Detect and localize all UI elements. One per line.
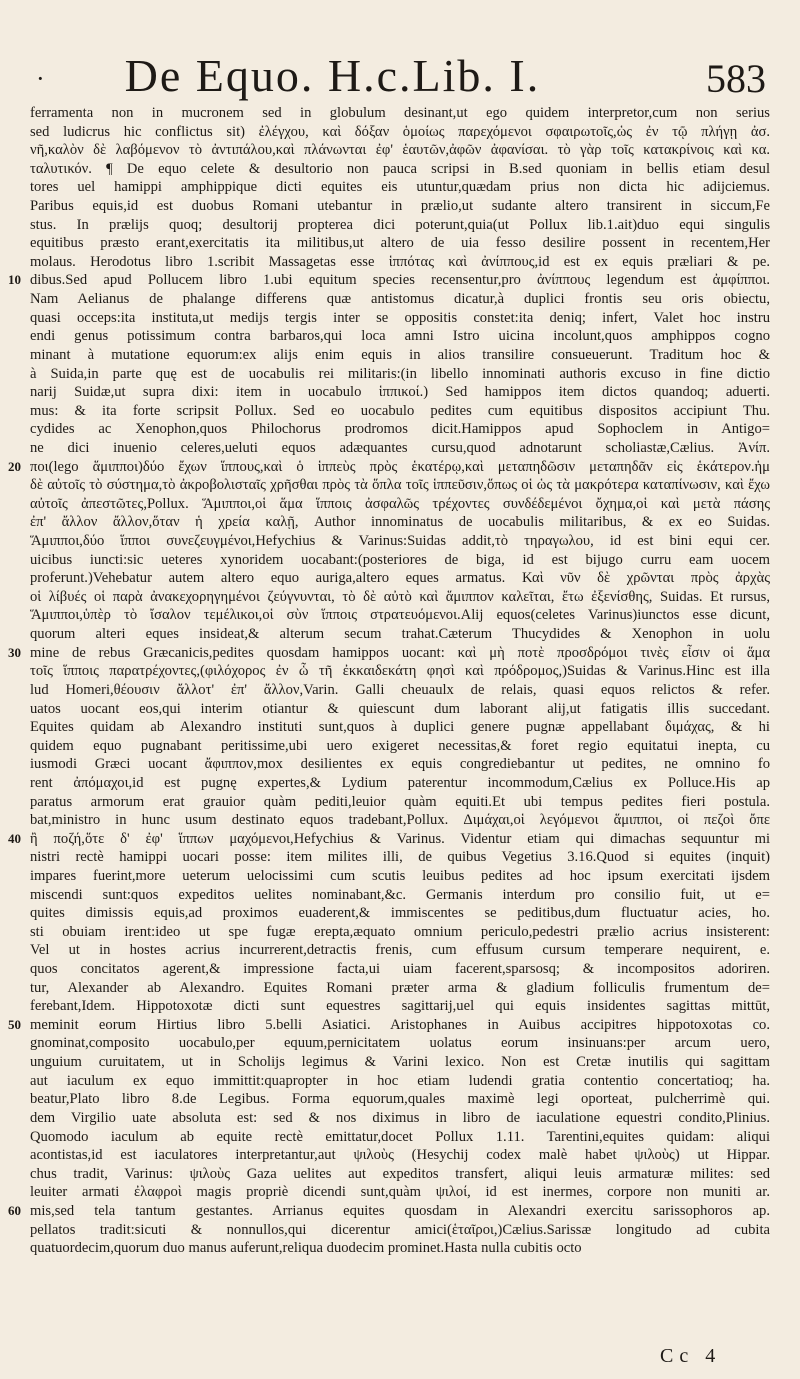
text-line [30, 1146, 770, 1165]
text-line-content: minant à mutatione equorum:ex alijs enim equis in alios transilire consueuerunt. Traditum hoc & [30, 346, 770, 363]
page-header [30, 42, 770, 102]
text-line [30, 402, 770, 421]
text-line [30, 383, 770, 402]
text-line [30, 737, 770, 756]
line-number: 10 [8, 272, 21, 288]
text-line [30, 420, 770, 439]
text-line [30, 700, 770, 719]
text-line [30, 1109, 770, 1128]
text-line [30, 197, 770, 216]
text-line [30, 793, 770, 812]
text-line-content: paratus armorum erat grauior quàm pediti,leuior quàm equiti.Et ubi tempus pedites fieri postula. [30, 793, 770, 810]
text-line-content: nistri rectè hamippi uocari posse: item milites illi, de quibus Vegetius 3.16.Quod si equites (inquit) [30, 849, 770, 866]
line-number: 30 [8, 644, 21, 660]
text-line-content: ταλυτικόν. ¶ De equo celete & desultorio non pauca scripsi in B.sed quoniam in bellis etiam desul [30, 160, 770, 177]
text-line-content: lud Homeri,θέουσιν ἄλλοτ' ἐπ' ἄλλον,Varin. Galli cheuaulx de relais, quasi equos relictos & refer. [30, 681, 770, 698]
text-line-content: quasi occeps:ita instituta,ut medijs tergis inter se oppositis constet:ita deniq; infert, Valet hoc instru [30, 309, 770, 326]
text-line [30, 513, 770, 532]
text-line [30, 104, 770, 123]
text-line-content: dem Virgilio uate absoluta est: sed & nos diximus in libro de iaculatione equestri condito,Plinius. [30, 1109, 770, 1126]
text-line-content: impares fuerint,more ueterum uelocissimi cum scutis leuibus pedites ad hoc ipsum exercitati ijsdem [30, 867, 770, 884]
text-line-content: narij Suidæ,ut supra dixi: item in uocabulo ἱππικοί.) Sed hamippos item dictos quandoq; aduerti. [30, 384, 770, 401]
text-line-content: molaus. Herodotus libro 1.scribit Massagetas esse ἱππότας καὶ ἀνίππους,id est ex equis præliari & pe. [30, 253, 770, 270]
text-line [30, 290, 770, 309]
text-line-content: leuiter armati ἐλαφροὶ magis propriè dicendi sunt,quàm ψιλοί, id est inermes, corpore non muniti ar. [30, 1184, 770, 1201]
text-line [8, 1016, 770, 1035]
text-line [30, 904, 770, 923]
text-line-content: aut iaculum ex equo immittit:quapropter in hoc etiam ludendi gratia contentio concertatioq; ha. [30, 1072, 770, 1089]
text-line [30, 551, 770, 570]
text-line [30, 365, 770, 384]
text-line-content: ferebant,Idem. Hippotoxotæ dicti sunt equestres sagittarij,uel qui equis insidentes sagittas mittūt, [30, 998, 770, 1015]
text-line-content: chus tradit, Varinus: ψιλοὺς Gaza uelites aut expeditos transfert, aliqui leuis armaturæ milites: sed [30, 1165, 770, 1182]
text-line [30, 1034, 770, 1053]
text-line [30, 960, 770, 979]
text-line-content: cydides ac Xenophon,quos Philochorus prodromos dicit.Hamippos apud Sophoclem in Antigo= [30, 421, 770, 438]
text-line-content: quatuordecim,quorum duo manus auferunt,reliqua duodecim prominet.Hasta nulla cubitis octo [30, 1240, 582, 1257]
line-number: 40 [8, 830, 21, 846]
text-line [30, 718, 770, 737]
line-number: 60 [8, 1202, 21, 1218]
text-line [30, 476, 770, 495]
text-line [30, 234, 770, 253]
text-line [30, 532, 770, 551]
text-line-content: à Suida,in parte quę est de uocabulis rei militaris:(in libello innominati authoris excuso in fine dictio [30, 365, 770, 382]
text-line-content: tur, Alexander ab Alexandro. Equites Romani præter arma & gladium folliculis frumentum de= [30, 979, 770, 996]
text-body [8, 104, 770, 1258]
text-line [30, 774, 770, 793]
text-line-content: Nam Aelianus de phalange differens quæ antistomus dicatur,à duplici frontis seu oris obiectu, [30, 291, 770, 308]
text-line [30, 1183, 770, 1202]
header-marker: · [36, 64, 45, 93]
text-line-content: Ἅμιπποι,δύο ἵπποι συνεζευγμένοι,Hefychius & Varinus:Suidas addit,τὸ τηραγωλου, id est bini equi cer. [30, 533, 770, 550]
text-line-content: quos concitatos agerent,& impressione facta,ui uiam facerent,sparsosq; & incompositos adoriren. [30, 961, 770, 978]
text-line-content: bat,ministro in hunc usum destinato equos tradebant,Pollux. Διμάχαι,οἱ λεγόμενοι ἅμιπποι, οἱ πεζοὶ ὄπε [30, 812, 770, 829]
text-line [30, 1072, 770, 1091]
text-line-content: Equites quidam ab Alexandro instituti sunt,quos à duplici genere pugnæ appellabant διμάχας, & hi [30, 719, 770, 736]
text-line [30, 1128, 770, 1147]
text-line [30, 755, 770, 774]
text-line-content: unguium curuitatem, ut in Scholijs legimus & Varini lexico. Non est Cretæ inutilis qui sagittam [30, 1054, 770, 1071]
text-line-content: stus. In prælijs quoq; desultorij propterea dici poterunt,quia(ut Pollux lib.1.ait)duo equi singulis [30, 216, 770, 233]
page-number: 583 [706, 56, 766, 101]
text-line [30, 309, 770, 328]
text-line [30, 346, 770, 365]
text-line [30, 811, 770, 830]
text-line-content: sed ludicrus hic conflictus sit) ἐλέγχου, καὶ δόξαν ὁμοίως παρεχόμενοι σφαιρωτοῖς,ὡς ἐν τῷ πλήγῃ ἀσ. [30, 123, 770, 140]
text-line [8, 644, 770, 663]
text-line [30, 123, 770, 142]
text-line-content: quidem equo pugnabant peritissime,ubi uero exigeret necessitas,& foret regio equitatui inepta, cu [30, 737, 770, 754]
text-line [8, 458, 770, 477]
text-line [30, 569, 770, 588]
text-line-content: αὐτοῖς ἀπεστῶτες,Pollux. Ἅμιπποι,οἱ ἅμα ἵπποις ἀσφαλῶς τρέχοντες συνδέδεμένοι ὄχημα,οἱ καὶ μετὰ πάσης [30, 495, 770, 512]
text-line [30, 1221, 770, 1240]
text-line [30, 662, 770, 681]
text-line [30, 141, 770, 160]
text-line-content: sti obuiam irent:ideo ut spe fugæ erepta,æquato omnium periculo,pedestri prælio acrius insisterent: [30, 923, 770, 940]
line-number: 20 [8, 458, 21, 474]
text-line-content: uatos uocant eos,qui interim otiantur & quiescunt dum laborant alij,ut fatigatis illis succedant. [30, 700, 770, 717]
text-line [8, 1202, 770, 1221]
text-line-content: iusmodi Græci uocant ἄφιππον,mox desilientes ex equis congrediebantur ut pedites, ne omnino fo [30, 756, 770, 773]
text-line [30, 327, 770, 346]
text-line [30, 848, 770, 867]
text-line-content: οἱ λίβυές οἱ παρὰ ἀνακεχορηγημένοι ζεύγνυνται, τὸ δὲ αὐτὸ καὶ ἅμιππον καλεῖται, ἔτω ἐξενίσθης, Suidas. Et rursus, [30, 588, 770, 605]
text-line [30, 923, 770, 942]
text-line [30, 495, 770, 514]
text-line-content: mine de rebus Græcanicis,pedites quosdam hamippos uocant: καὶ μὴ ποτὲ προσδρόμοι τινὲς εἶσιν οἱ ἅμα [30, 644, 770, 661]
text-line-content: ποι(lego ἅμιπποι)δύο ἔχων ἵππους,καὶ ὁ ἱππεὺς πρὸς ἑκατέρῳ,καὶ μεταπηδῶσιν μεταπηδᾶν εἰς ἑκάτερον.ἡμ [30, 458, 770, 475]
text-line [30, 1053, 770, 1072]
text-line-content: equitibus præsto erant,exercitatis ita militibus,ut altero de uia fesso desilire possent in recentem,Her [30, 235, 770, 252]
text-line-content: uicibus iuncti:sic ueteres xynoridem uocabant:(posteriores de biga, id est bijugo curru eam uocem [30, 551, 770, 568]
text-line [30, 160, 770, 179]
text-line [30, 681, 770, 700]
text-line [30, 606, 770, 625]
text-line [30, 625, 770, 644]
text-line-content: quites dimissis equis,ad proximos euaderent,& immiscentes se peditibus,dum fluctuatur acies, ho. [30, 905, 770, 922]
text-line-content: Paribus equis,id est duobus Romani utebantur in prælio,ut sudante altero transirent in siccum,Fe [30, 198, 770, 215]
text-line [30, 886, 770, 905]
text-line-content: νῆ,καλὸν δὲ λαβόμενον τὸ ἀντιπάλου,καὶ πλάνωνται ἐφ' ἑαυτῶν,ἀφῶν ἀφανίσαι. τὸ γὰρ τοῖς κατακρίνοις καὶ κα. [30, 142, 770, 159]
text-line [30, 439, 770, 458]
text-line [30, 1239, 770, 1258]
text-line [30, 979, 770, 998]
text-line [8, 271, 770, 290]
text-line [30, 997, 770, 1016]
text-line [30, 867, 770, 886]
text-line-content: mus: & ita forte scripsit Pollux. Sed eo uocabulo pedites cum equitibus dispositos accipiunt Thu. [30, 402, 770, 419]
text-line [30, 178, 770, 197]
text-line-content: quorum alteri eques insideat,& alterum secum trahat.Cæterum Thucydides & Xenophon in uolu [30, 626, 770, 643]
text-line [30, 588, 770, 607]
text-line-content: Quomodo iaculum ab equite rectè emittatur,docet Pollux 1.11. Tarentini,equites quidam: aliqui [30, 1128, 770, 1145]
text-line-content: rent ἀπόμαχοι,id est pugnę expertes,& Lydium paterentur incommodum,Cælius ex Polluce.His ap [30, 774, 770, 791]
text-line [8, 830, 770, 849]
line-number: 50 [8, 1016, 21, 1032]
text-line-content: ferramenta non in mucronem sed in globulum desinant,ut ego quidem interpretor,cum non serius [30, 105, 770, 121]
text-line-content: meminit eorum Hirtius libro 5.belli Asiatici. Aristophanes in Auibus accipitres hippotoxotas co. [30, 1016, 770, 1033]
text-line-content: beatur,Plato libro 8.de Legibus. Forma equorum,quales maximè legi oporteat, pulcherrimè qui. [30, 1091, 770, 1108]
text-line-content: dibus.Sed apud Pollucem libro 1.ubi equitum species recensentur,pro ἀνίππους legendum est ἀμφίπποι. [30, 272, 770, 289]
text-line-content: pellatos tradit:sicuti & nonnullos,qui dicerentur amici(ἑταῖροι,)Cælius.Sarissæ longitudo ad cubita [30, 1221, 770, 1238]
text-line-content: δὲ αὐτοῖς τὸ σύστημα,τὸ ἀκροβολισταῖς χρῆσθαι πρὸς τὰ ὅπλα τοῖς ἱππεῦσιν,ὅπως οἱ ὡς τὰ μακρότερα καταπίνωσιν, καὶ ἔχω [30, 477, 770, 494]
text-line [30, 253, 770, 272]
text-line-content: proferunt.)Vehebatur autem altero equo auriga,altero eques armatus. Καὶ νῦν δὲ χρῶνται πρὸς ἀρχὰς [30, 570, 770, 587]
text-line-content: mis,sed tela tantum gestantes. Arrianus equites quosdam in Alexandri exercitu sarissophoros ap. [30, 1202, 770, 1219]
text-line-content: ἐπ' ἄλλον ἄλλον,ὅταν ἡ χρεία καλῇ, Author innominatus de uocabulis militaribus, & ex eo Suidas. [30, 514, 770, 531]
text-line-content: Ἅμιπποι,ὑπὲρ τὸ ἴσαλον τεμέλικοι,οἱ σὺν ἵπποις στρατευόμενοι.Alij equos(celetes Varinus)iunctos esse dicunt, [30, 607, 770, 624]
text-line [30, 941, 770, 960]
text-line [30, 216, 770, 235]
text-line [30, 1165, 770, 1184]
signature-mark: Cc 4 [660, 1345, 722, 1367]
text-line-content: acontistas,id est iaculatores interpretantur,aut ψιλοὺς (Hesychij codex malè habet ψιλοὺς) ut Hippar. [30, 1147, 770, 1164]
text-line [30, 1090, 770, 1109]
text-line-content: gnominat,composito uocabulo,per equum,pernicitatem uolatus eorum insinuans:per arcum uero, [30, 1035, 770, 1052]
text-line-content: tores uel hamippi amphippique dicti equites eis utuntur,quædam prius non dicta hic adijciemus. [30, 179, 770, 196]
text-line-content: Vel ut in hostes acrius incurrerent,detractis frenis, cum effusum cursum temperare nequirent, e. [30, 942, 770, 959]
text-line-content: endi genus potissimum contra barbaros,qui loca amni Istro uicina incolunt,quos amphippos cogno [30, 328, 770, 345]
text-line-content: ἢ ποζή,ὅτε δ' ἐφ' ἵππων μαχόμενοι,Hefychius & Varinus. Videntur etiam qui dimachas sequuntur mi [30, 830, 770, 847]
running-head: De Equo. H.c.Lib. I. [124, 50, 541, 101]
text-line-content: miscendi sunt:quos expeditos uelites nominabant,&c. Germanis interdum pro consilio fuit, ut e= [30, 886, 770, 903]
text-line-content: τοῖς ἵπποις παρατρέχοντες,(φιλόχορος ἐν ὧ τῆ ἐκκαιδεκάτη φησὶ καὶ πρόδρομος,)Suidas & Varinus.Hinc est illa [30, 663, 770, 680]
text-line-content: ne dici inuenio celeres,ueluti equos adæquantes cursu,quod adnotarunt scholiastæ,Cælius. Ἀνίπ. [30, 439, 770, 456]
